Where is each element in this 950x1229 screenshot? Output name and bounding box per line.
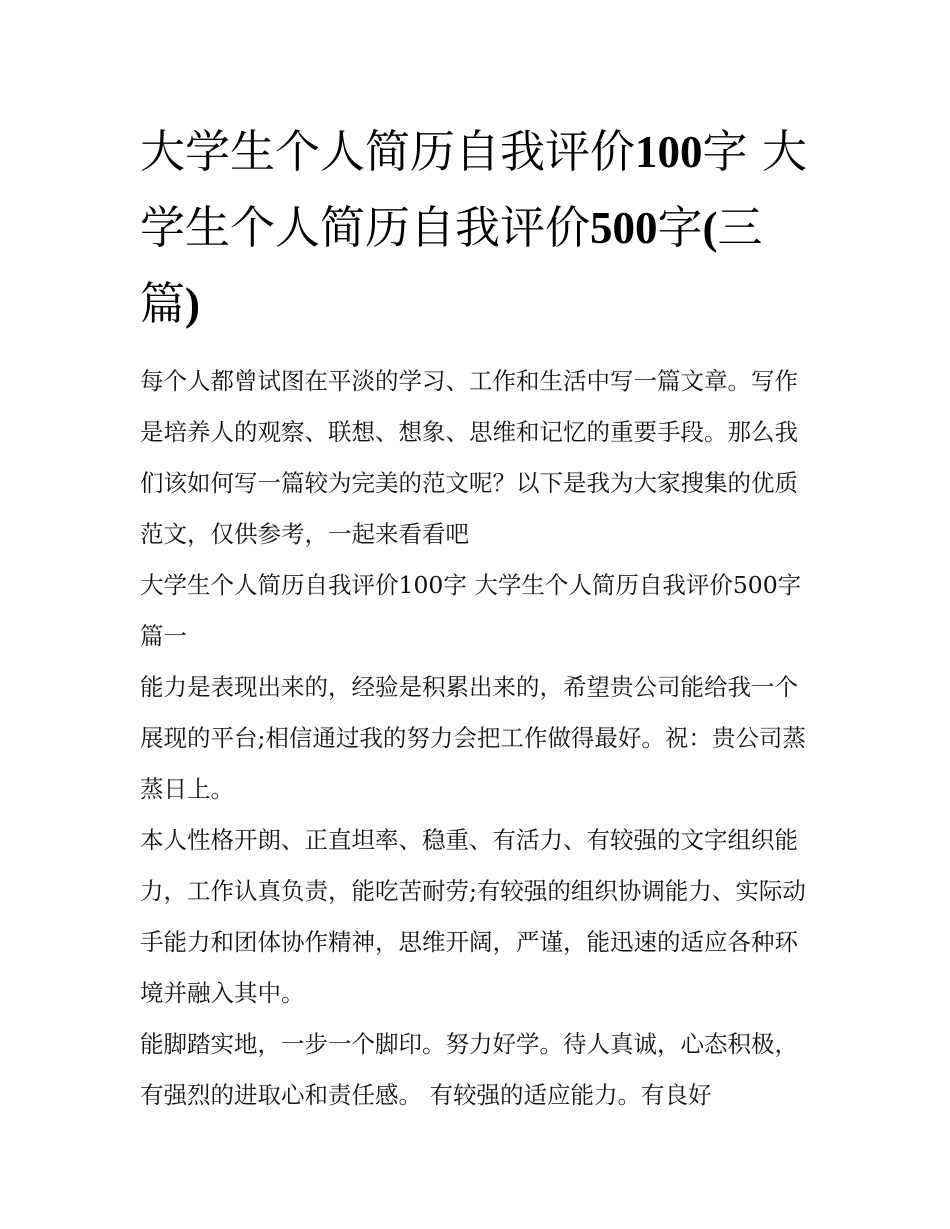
- document-title: 大学生个人简历自我评价100字 大学生个人简历自我评价500字(三篇): [140, 125, 807, 330]
- body-paragraph: 能脚踏实地，一步一个脚印。努力好学。待人真诚，心态积极，有强烈的进取心和责任感。 有较强的适应能力。有良好: [140, 1030, 798, 1109]
- body-paragraph: 能力是表现出来的，经验是积累出来的，希望贵公司能给我一个展现的平台;相信通过我的努力会把工作做得最好。祝：贵公司蒸蒸日上。: [140, 673, 806, 803]
- section-heading: 大学生个人简历自我评价100字 大学生个人简历自我评价500字篇一: [140, 571, 802, 650]
- intro-paragraph: 每个人都曾试图在平淡的学习、工作和生活中写一篇文章。写作是培养人的观察、联想、想象、思维和记忆的重要手段。那么我们该如何写一篇较为完美的范文呢？以下是我为大家搜集的优质范文，仅供参考，一起来看看吧: [140, 367, 798, 548]
- body-paragraph: 本人性格开朗、正直坦率、稳重、有活力、有较强的文字组织能力，工作认真负责，能吃苦耐劳;有较强的组织协调能力、实际动手能力和团体协作精神，思维开阔，严谨，能迅速的适应各种环境并融入其中。: [140, 826, 806, 1007]
- document-body: [140, 114, 814, 1121]
